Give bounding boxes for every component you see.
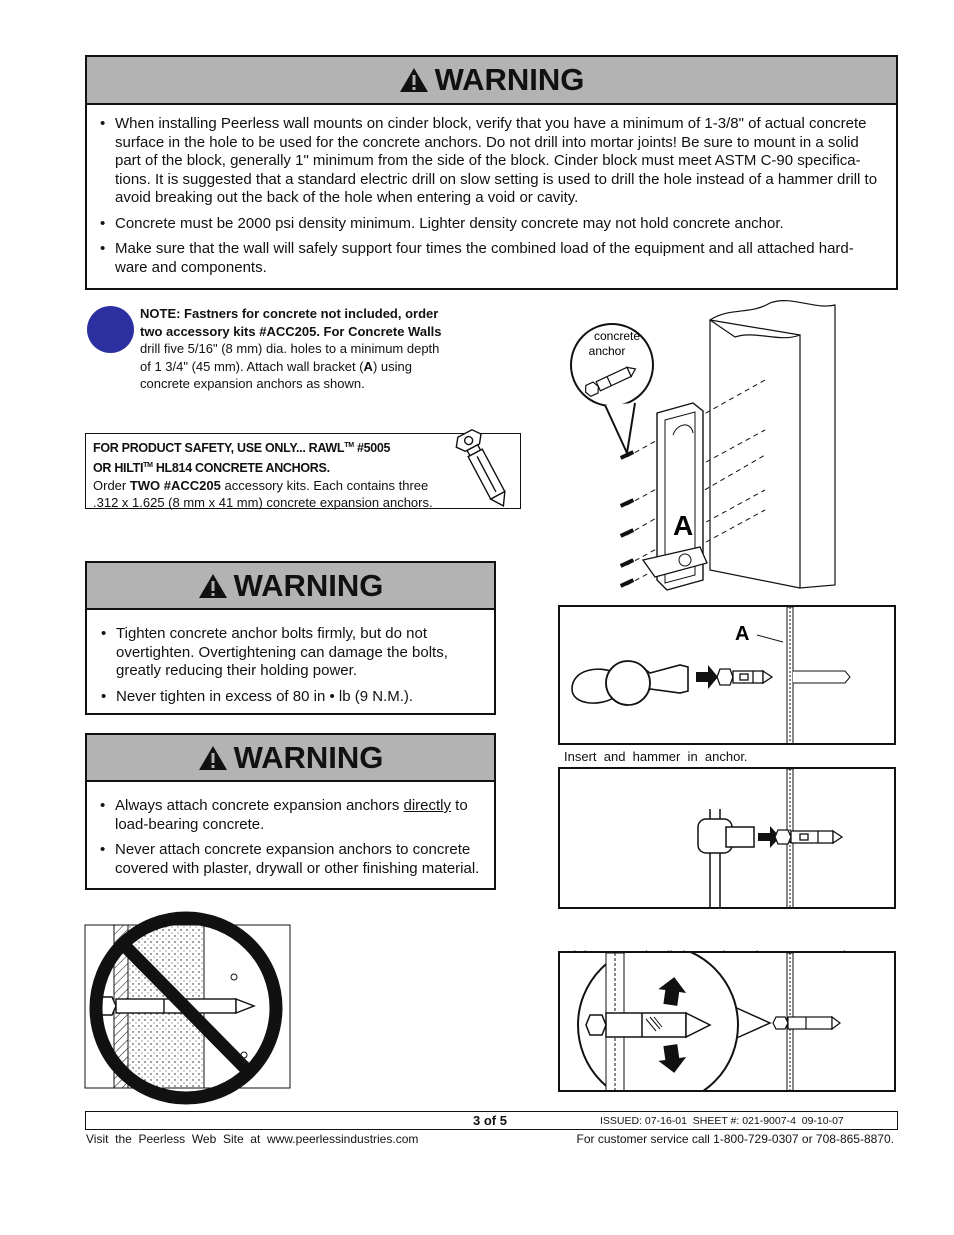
warning-header xyxy=(87,57,896,105)
note-line: of 1 3/4" (45 mm). Attach wall bracket (A) using xyxy=(140,358,412,374)
warning-list xyxy=(87,610,494,706)
note-bold-line: two accessory kits #ACC205. For Concrete Walls xyxy=(140,323,442,339)
note-line: drill five 5/16" (8 mm) dia. holes to a minimum depth xyxy=(140,341,440,356)
warning-list xyxy=(87,782,494,878)
anchor-bolt-icon xyxy=(455,424,535,519)
anchor-a-label: A xyxy=(735,623,750,645)
warning-header xyxy=(87,563,494,610)
note-dot-icon xyxy=(87,306,134,353)
concrete-anchor-label: anchor xyxy=(588,344,626,358)
torque-anchor-figure xyxy=(558,767,896,909)
customer-service-text: For customer service call 1-800-729-0307 or 708-865-8870. xyxy=(576,1132,894,1146)
warning-item: • Make sure that the wall will safely support four times the combined load of the equipment and all attached hard-ware and components. xyxy=(91,240,882,277)
issued-info: ISSUED: 07-16-01 SHEET #: 021-9007-4 09-10-07 xyxy=(600,1115,844,1127)
warning-item: • Always attach concrete expansion anchors directly to load-bearing concrete. xyxy=(91,797,482,834)
warning-box-installation xyxy=(85,55,898,290)
warning-box-tighten xyxy=(85,561,496,715)
warning-triangle-icon xyxy=(198,573,228,599)
warning-triangle-icon xyxy=(399,67,429,93)
website-text: Visit the Peerless Web Site at www.peerlessindustries.com xyxy=(86,1132,419,1146)
note-bold-line: NOTE: Fastners for concrete not included, order xyxy=(140,306,439,321)
warning-title: WARNING xyxy=(434,62,585,97)
warning-title: WARNING xyxy=(233,739,384,775)
warning-item: • Never tighten in excess of 80 in • lb (9 N.M.). xyxy=(92,688,464,707)
warning-triangle-icon xyxy=(198,745,228,771)
warning-item: • Never attach concrete expansion anchors to concrete covered with plaster, drywall or other finishing material. xyxy=(91,841,482,878)
expanded-anchor-figure xyxy=(558,951,896,1092)
footer-bar xyxy=(85,1111,898,1130)
warning-box-load-bearing xyxy=(85,733,496,890)
warning-list xyxy=(87,105,896,277)
hammer-anchor-figure xyxy=(558,605,896,745)
safety-line: Order TWO #ACC205 accessory kits. Each contains three xyxy=(93,478,429,494)
page-number: 3 of 5 xyxy=(473,1113,507,1128)
safety-line: .312 x 1.625 (8 mm x 41 mm) concrete expansion anchors. xyxy=(93,495,433,511)
warning-item: • Concrete must be 2000 psi density minimum. Lighter density concrete may not hold concrete anchor. xyxy=(91,215,882,234)
bracket-installation-diagram xyxy=(565,295,855,605)
warning-item: • Tighten concrete anchor bolts firmly, but do not overtighten. Overtightening can damage the bolts, greatly reducing their holding power. xyxy=(92,625,464,681)
hammer-caption: Insert and hammer in anchor. xyxy=(564,749,748,764)
note-line: concrete expansion anchors as shown. xyxy=(140,376,365,391)
prohibited-drywall-diagram xyxy=(84,905,294,1110)
concrete-anchor-label: concrete xyxy=(593,329,641,343)
warning-header xyxy=(87,735,494,782)
safety-line: FOR PRODUCT SAFETY, USE ONLY... RAWL™ #5005 xyxy=(93,441,391,456)
safety-line: OR HILTI™ HL814 CONCRETE ANCHORS. xyxy=(93,461,330,476)
bracket-label: A xyxy=(673,510,694,541)
warning-title: WARNING xyxy=(233,567,384,603)
note-text xyxy=(140,305,490,393)
warning-item: • When installing Peerless wall mounts on cinder block, verify that you have a minimum of 1-3/8" of actual concrete surface in the hole to be used for the concrete anchors. Do not drill into mortar joints! Be sure to mount in a solid part of the block, generally 1" minimum from the side of the block. Cinder block must meet ASTM C-90 specifica-tions. It is suggested that a standard electric drill on slow setting is used to drill the hole instead of a hammer drill to avoid breaking out the back of the hole when entering a void or cavity. xyxy=(91,115,882,208)
